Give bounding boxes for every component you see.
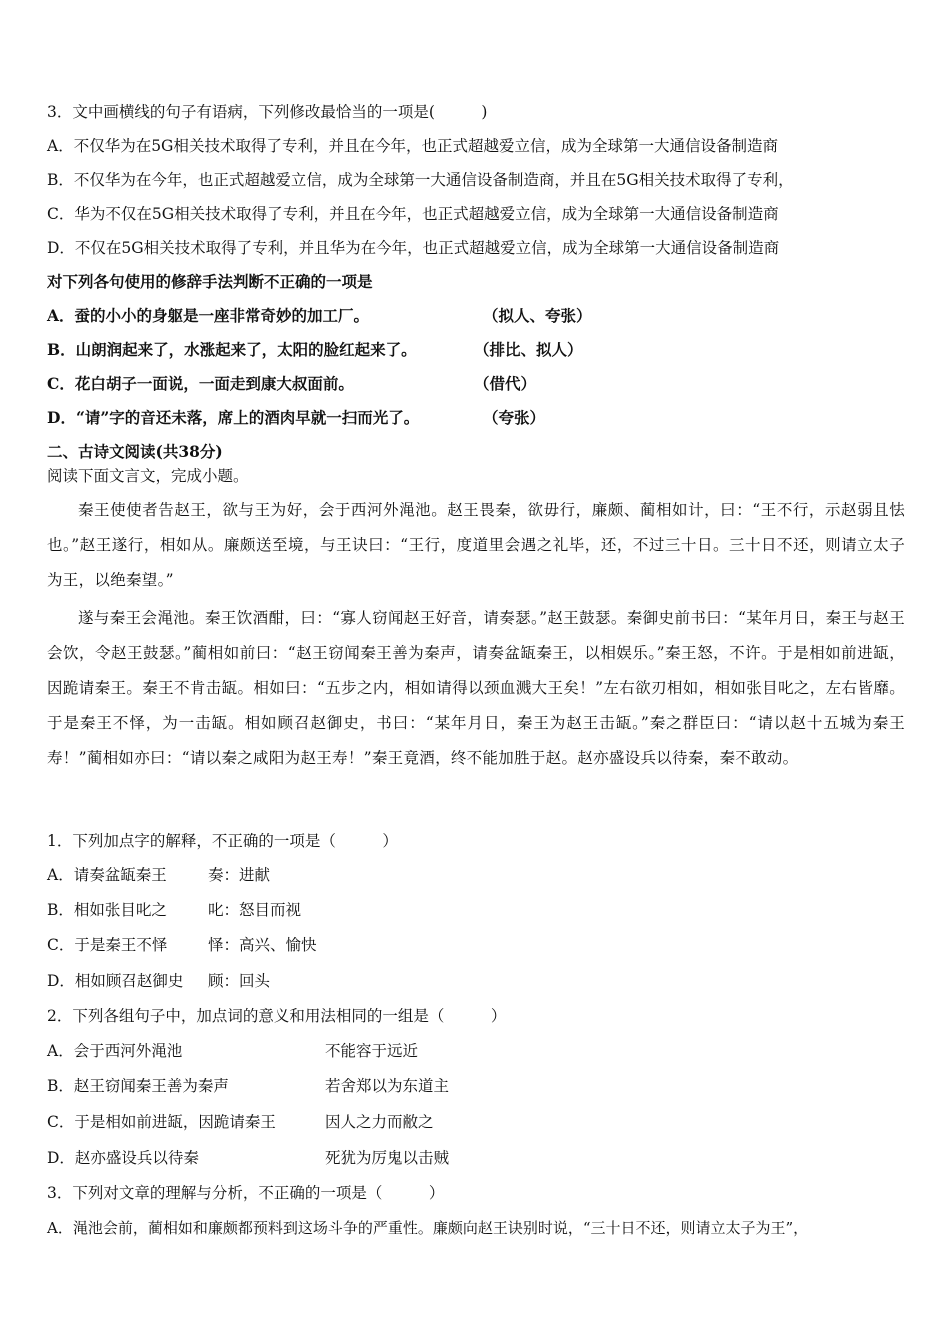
rhetoric-option-c: C．花白胡子一面说，一面走到康大叔面前。	[47, 374, 354, 393]
question-2-stem: 2．下列各组句子中，加点词的意义和用法相同的一组是（ ）	[47, 1007, 507, 1025]
question-1-option-d-gloss: 顾：回头	[208, 972, 271, 990]
question-1-stem: 1．下列加点字的解释，不正确的一项是（ ）	[47, 832, 398, 850]
question-2-option-b-right: 若舍郑以为东道主	[325, 1077, 450, 1095]
question-1-option-c: C．于是秦王不怿	[47, 936, 168, 954]
question-1-option-a: A．请奏盆缻秦王	[47, 866, 167, 884]
section-2-instruction: 阅读下面文言文，完成小题。	[47, 467, 249, 485]
classical-passage-paragraph-2: 遂与秦王会渑池。秦王饮酒酣，曰：“寡人窃闻赵王好音，请奏瑟。”赵王鼓瑟。秦御史前书曰：“某年月日，秦王与赵王会饮，令赵王鼓瑟。”蔺相如前曰：“赵王窃闻秦王善为秦声，请奏盆缻秦王，以相娱乐。”秦王怒，不许。于是相如前进缻，因跪请秦王。秦王不肯击缻。相如曰：“五步之内，相如请得以颈血溅大王矣！”左右欲刃相如，相如张目叱之，左右皆靡。于是秦王不怿，为一击缻。相如顾召赵御史，书曰：“某年月日，秦王为赵王击缻。”秦之群臣曰：“请以赵十五城为秦王寿！”蔺相如亦曰：“请以秦之咸阳为赵王寿！”秦王竟酒，终不能加胜于赵。赵亦盛设兵以待秦，秦不敢动。	[47, 609, 905, 767]
rhetoric-option-b: B．山朗润起来了，水涨起来了，太阳的脸红起来了。	[47, 340, 417, 359]
question-1-option-a-gloss: 奏：进献	[208, 866, 271, 884]
question-1-option-b: B．相如张目叱之	[47, 901, 167, 919]
question-3-top-option-c: C．华为不仅在5G相关技术取得了专利，并且在今年，也正式超越爱立信，成为全球第一大通信设备制造商	[47, 205, 779, 223]
rhetoric-option-c-tag: （借代）	[474, 374, 537, 393]
question-2-option-c-right: 因人之力而敝之	[325, 1113, 434, 1131]
question-3-top-option-a: A．不仅华为在5G相关技术取得了专利，并且在今年，也正式超越爱立信，成为全球第一大通信设备制造商	[47, 137, 778, 155]
rhetoric-option-d: D．“请”字的音还未落，席上的酒肉早就一扫而光了。	[47, 408, 420, 427]
question-2-option-d-right: 死犹为厉鬼以击贼	[325, 1149, 450, 1167]
question-3-stem: 3．下列对文章的理解与分析，不正确的一项是（ ）	[47, 1184, 445, 1202]
rhetoric-option-b-tag: （排比、拟人）	[474, 340, 583, 359]
classical-passage-paragraph-1: 秦王使使者告赵王，欲与王为好，会于西河外渑池。赵王畏秦，欲毋行，廉颇、蔺相如计，曰：“王不行，示赵弱且怯也。”赵王遂行，相如从。廉颇送至境，与王诀曰：“王行，度道里会遇之礼毕，还，不过三十日。三十日不还，则请立太子为王，以绝秦望。”	[47, 501, 905, 589]
rhetoric-option-a-tag: （拟人、夸张）	[483, 306, 592, 325]
question-3-top-stem: 3．文中画横线的句子有语病，下列修改最恰当的一项是( )	[47, 103, 488, 121]
rhetoric-option-d-tag: （夸张）	[483, 408, 546, 427]
question-2-option-b: B．赵王窃闻秦王善为秦声	[47, 1077, 229, 1095]
question-1-option-b-gloss: 叱：怒目而视	[208, 901, 302, 919]
question-3-top-option-b: B．不仅华为在今年，也正式超越爱立信，成为全球第一大通信设备制造商，并且在5G相关技术取得了专利，	[47, 171, 794, 189]
question-2-option-c: C．于是相如前进缻，因跪请秦王	[47, 1113, 276, 1131]
question-3-option-a: A．渑池会前，蔺相如和廉颇都预料到这场斗争的严重性。廉颇向赵王诀别时说，“三十日不还，则请立太子为王”，	[47, 1219, 809, 1237]
question-2-option-a-right: 不能容于远近	[325, 1042, 419, 1060]
question-3-top-option-d: D．不仅在5G相关技术取得了专利，并且华为在今年，也正式超越爱立信，成为全球第一大通信设备制造商	[47, 239, 780, 257]
rhetoric-option-a: A．蚕的小小的身躯是一座非常奇妙的加工厂。	[47, 306, 370, 325]
rhetoric-question-stem: 对下列各句使用的修辞手法判断不正确的一项是	[47, 272, 373, 291]
question-1-option-c-gloss: 怿：高兴、愉快	[208, 936, 317, 954]
question-2-option-d: D．赵亦盛设兵以待秦	[47, 1149, 199, 1167]
section-2-title: 二、古诗文阅读(共38分)	[47, 442, 223, 461]
question-1-option-d: D．相如顾召赵御史	[47, 972, 184, 990]
question-2-option-a: A．会于西河外渑池	[47, 1042, 183, 1060]
